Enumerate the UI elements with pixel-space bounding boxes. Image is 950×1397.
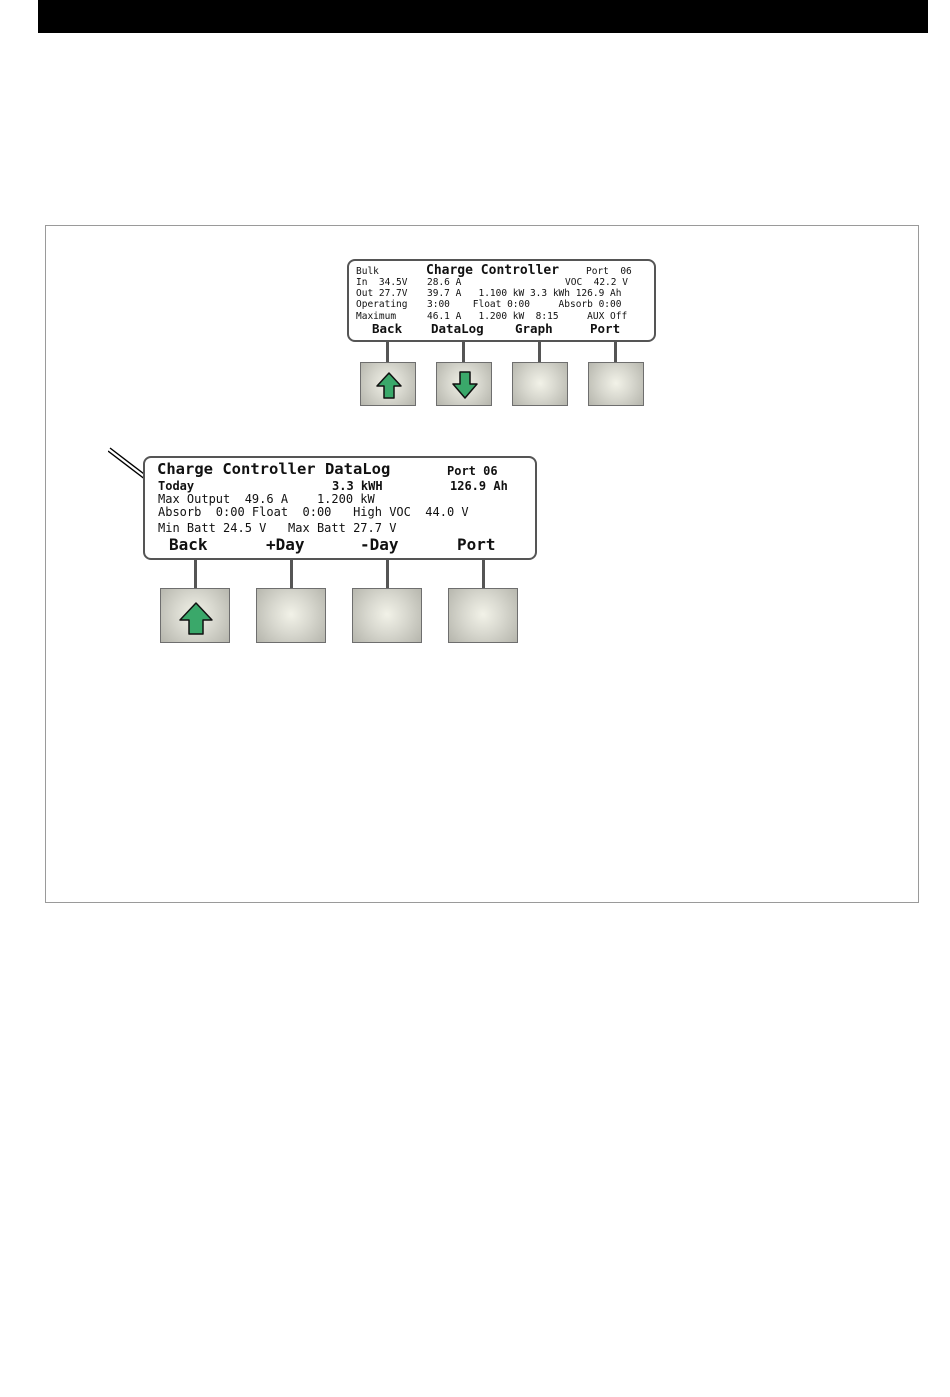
lcd-status-screen [347, 259, 656, 342]
up-arrow-icon [161, 589, 231, 644]
key-stem [462, 342, 465, 362]
softkey-label-minus-day: -Day [360, 535, 399, 554]
key-stem [290, 560, 293, 588]
datalog-title: Charge Controller DataLog [157, 460, 391, 478]
battery-minmax-line: Min Batt 24.5 V Max Batt 27.7 V [158, 521, 397, 535]
plus-day-button[interactable] [256, 588, 326, 643]
port-softkey-button[interactable] [588, 362, 644, 406]
today-label: Today [158, 479, 195, 493]
key-stem [386, 560, 389, 588]
lcd-in-amps: 28.6 A [427, 277, 462, 288]
softkey-label-graph: Graph [515, 321, 553, 336]
up-arrow-icon [361, 363, 417, 407]
down-button[interactable] [436, 362, 492, 406]
lcd-in-voltage: In 34.5V [356, 277, 408, 288]
key-stem [614, 342, 617, 362]
lcd-title: Charge Controller [426, 263, 560, 278]
softkey-label-port: Port [457, 535, 496, 554]
down-arrow-icon [437, 363, 493, 407]
lcd-mode: Bulk [356, 266, 379, 277]
max-output-line: Max Output 49.6 A 1.200 kW [158, 492, 375, 506]
key-stem [482, 560, 485, 588]
absorb-float-voc-line: Absorb 0:00 Float 0:00 High VOC 44.0 V [158, 505, 469, 519]
up-button[interactable] [360, 362, 416, 406]
back-up-button[interactable] [160, 588, 230, 643]
softkey-label-port: Port [590, 321, 621, 336]
port-button[interactable] [448, 588, 518, 643]
lcd-port: Port 06 [586, 266, 632, 277]
key-stem [194, 560, 197, 588]
graph-softkey-button[interactable] [512, 362, 568, 406]
softkey-label-back: Back [372, 321, 403, 336]
softkey-label-plus-day: +Day [266, 535, 305, 554]
lcd-maximum-values: 46.1 A 1.200 kW 8:15 AUX Off [427, 311, 628, 322]
lcd-out-values: 39.7 A 1.100 kW 3.3 kWh 126.9 Ah [427, 288, 622, 299]
lcd-operating-values: 3:00 Float 0:00 Absorb 0:00 [427, 299, 622, 310]
lcd-maximum-label: Maximum [356, 311, 397, 322]
minus-day-button[interactable] [352, 588, 422, 643]
lcd-voc: VOC 42.2 V [565, 277, 628, 288]
key-stem [386, 342, 389, 362]
lcd-operating-label: Operating [356, 299, 408, 310]
key-stem [538, 342, 541, 362]
page-header-bar [38, 0, 928, 33]
lcd-out-voltage: Out 27.7V [356, 288, 408, 299]
softkey-label-datalog: DataLog [431, 321, 484, 336]
today-kwh: 3.3 kWH [332, 479, 383, 493]
datalog-port: Port 06 [447, 464, 498, 478]
softkey-label-back: Back [169, 535, 208, 554]
lcd-datalog-screen [143, 456, 537, 560]
today-ah: 126.9 Ah [450, 479, 508, 493]
